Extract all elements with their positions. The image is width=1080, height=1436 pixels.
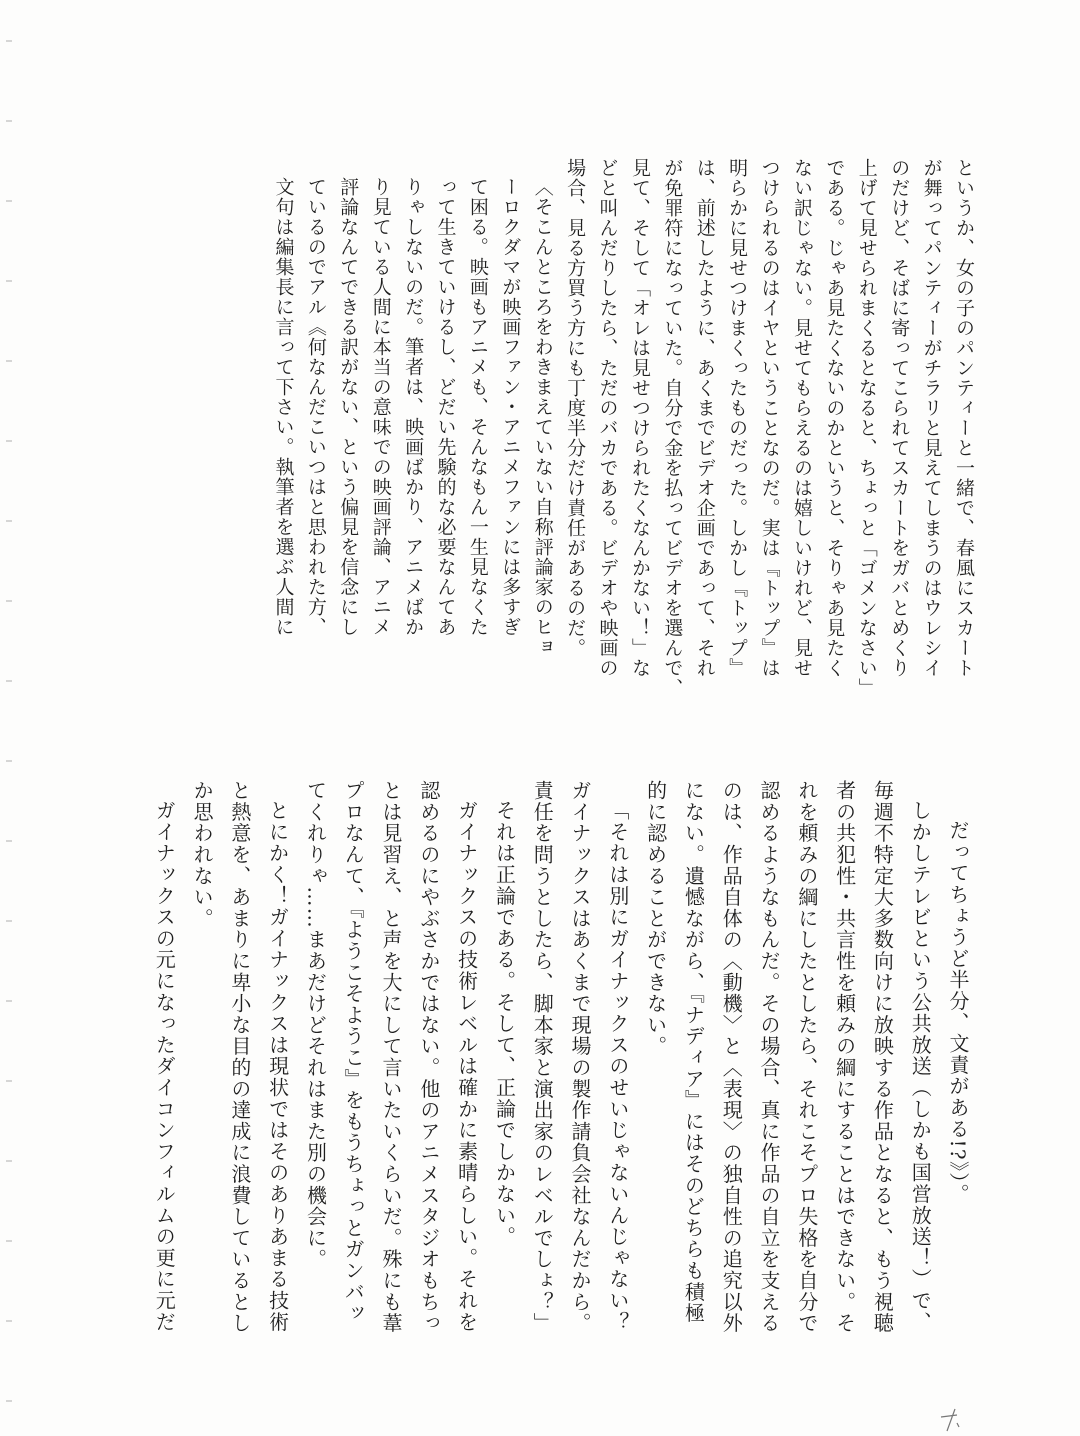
text-column: である。じゃあ見たくないのかというと、そりゃあ見たく bbox=[823, 158, 846, 678]
text-column: ーロクダマが映画ファン・アニメファンには多すぎ bbox=[499, 177, 522, 637]
text-column: 評論なんてできる訳がない、という偏見を信念にし bbox=[337, 177, 360, 637]
text-column: しかしテレビという公共放送（しかも国営放送！）で、 bbox=[908, 800, 933, 1333]
text-column: り見ている人間に本当の意味での映画評論、アニメ bbox=[369, 177, 392, 637]
text-column: れを頼みの綱にしたとしたら、それこそプロ失格を自分で bbox=[794, 780, 819, 1334]
text-column: 的に認めることができない。 bbox=[643, 780, 668, 1057]
text-column: 認めるのにやぶさかではない。他のアニメスタジオもちっ bbox=[416, 780, 441, 1334]
text-column: は、前述したように、あくまでビデオ企画であって、それ bbox=[693, 158, 716, 678]
text-column: 明らかに見せつけまくったものだった。しかし『トップ』 bbox=[726, 158, 749, 678]
text-column: にない。遺憾ながら、『ナディア』にはそのどちらも積極 bbox=[681, 780, 706, 1324]
text-column: のは、作品自体の〈動機〉と〈表現〉の独自性の追究以外 bbox=[719, 780, 744, 1334]
bottom-text-block bbox=[144, 780, 976, 1360]
text-column: ガイナックスはあくまで現場の製作請負会社なんだから。 bbox=[568, 780, 593, 1334]
text-column: プロなんて、『ようこそようこ』をもうちょっとガンバッ bbox=[341, 780, 366, 1324]
text-column: 毎週不特定大多数向けに放映する作品となると、もう視聴 bbox=[870, 780, 895, 1334]
pencil-mark-icon bbox=[935, 1405, 975, 1435]
text-column: ガイナックスの技術レベルは確かに素晴らしい。それを bbox=[454, 800, 479, 1333]
text-column: りゃしないのだ。筆者は、映画ばかり、アニメばか bbox=[402, 177, 425, 637]
text-column: 者の共犯性・共言性を頼みの綱にすることはできない。そ bbox=[832, 780, 857, 1334]
text-column: ない訳じゃない。見せてもらえるのは嬉しいけれど、見せ bbox=[790, 158, 813, 678]
text-column: と熱意を、あまりに卑小な目的の達成に浪費しているとし bbox=[227, 780, 252, 1334]
text-column: 「それは別にガイナックスのせいじゃないんじゃない？ bbox=[605, 800, 630, 1333]
text-column: 場合、見る方買う方にも丁度半分だけ責任があるのだ。 bbox=[564, 158, 587, 658]
text-column: それは正論である。そして、正論でしかない。 bbox=[492, 800, 517, 1248]
text-column: とにかく！ガイナックスは現状ではそのありあまる技術 bbox=[265, 800, 290, 1333]
text-column: が舞ってパンティーがチラリと見えてしまうのはウレシイ bbox=[920, 158, 943, 678]
text-column: というか、女の子のパンティーと一緒で、春風にスカート bbox=[953, 158, 975, 678]
text-column: が免罪符になっていた。自分で金を払ってビデオを選んで、 bbox=[661, 158, 684, 698]
text-column: だってちょうど半分、文責がある!?》）。 bbox=[946, 820, 970, 1205]
text-column: つけられるのはイヤということなのだ。実は『トップ』は bbox=[758, 158, 781, 678]
text-column: ているのでアル《何なんだこいつはと思われた方、 bbox=[304, 177, 327, 637]
text-column: どと叫んだりしたら、ただのバカである。ビデオや映画の bbox=[596, 158, 619, 678]
text-column: 認めるようなもんだ。その場合、真に作品の自立を支える bbox=[757, 780, 782, 1334]
text-column: 見て、そして「オレは見せつけられたくなんかない！」な bbox=[628, 158, 651, 678]
text-column: てくれりゃ……まあだけどそれはまた別の機会に。 bbox=[303, 780, 328, 1270]
text-column: 文句は編集長に言って下さい。執筆者を選ぶ人間に bbox=[272, 177, 295, 637]
text-column: って生きていけるし、どだい先験的な必要なんてあ bbox=[434, 177, 457, 637]
text-column: か思われない。 bbox=[190, 780, 215, 930]
scan-edge-artifact bbox=[6, 0, 12, 1436]
text-column: とは見習え、と声を大にして言いたいくらいだ。殊にも葦 bbox=[379, 780, 404, 1334]
text-column: 上げて見せられまくるとなると、ちょっと「ゴメンなさい」 bbox=[855, 158, 878, 698]
text-column: ガイナックスの元になったダイコンフィルムの更に元だ bbox=[152, 800, 177, 1333]
text-column: て困る。映画もアニメも、そんなもん一生見なくた bbox=[466, 177, 489, 637]
text-column: 責任を問うとしたら、脚本家と演出家のレベルでしょ？」 bbox=[530, 780, 555, 1334]
text-column: 〈そこんところをわきまえていない自称評論家のヒョ bbox=[531, 177, 554, 657]
top-text-block bbox=[267, 158, 980, 718]
text-column: のだけど、そばに寄ってこられてスカートをガバとめくり bbox=[888, 158, 911, 678]
